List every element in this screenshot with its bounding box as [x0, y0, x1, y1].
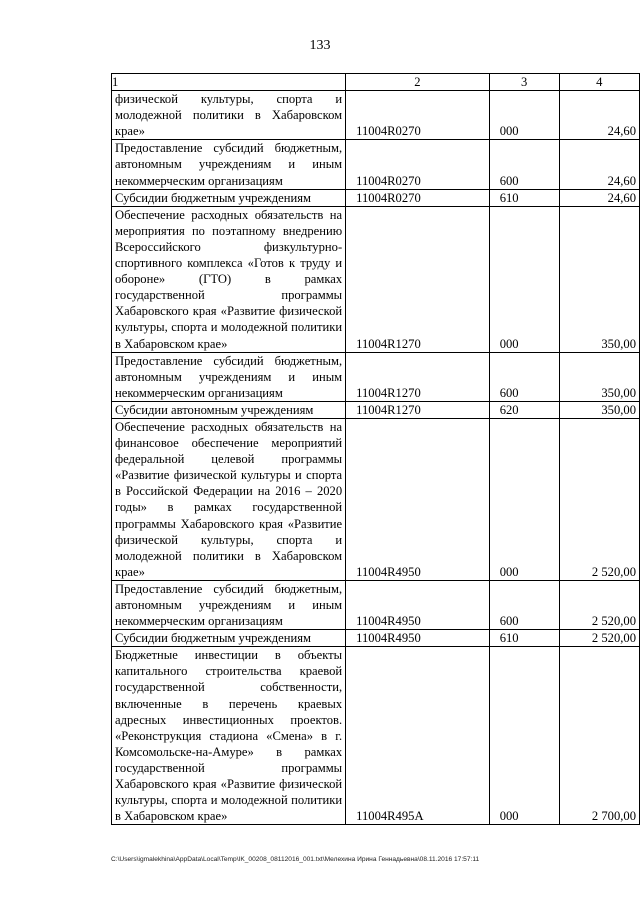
row-name: Предоставление субсидий бюджетным, автономным учреждениям и иным некоммерческим организациям [112, 140, 346, 189]
table-row [112, 91, 640, 140]
table-row [112, 206, 640, 352]
table-row [112, 140, 640, 189]
row-amount: 24,60 [559, 189, 640, 206]
row-code: 11004R1270 [346, 401, 490, 418]
budget-table [111, 73, 640, 825]
header-col-3: 3 [489, 74, 559, 91]
table-row [112, 580, 640, 629]
table-header-row [112, 74, 640, 91]
row-amount: 2 520,00 [559, 630, 640, 647]
row-name: Бюджетные инвестиции в объекты капитального строительства краевой государственной собственности, включенные в перечень краевых адресных инвестиционных проектов. «Реконструкция стадиона «Смена» в г. Комсомольске-на-Амуре» в рамках государственной программы Хабаровского края «Развитие физической культуры, спорта и молодежной политики в Хабаровском крае» [112, 647, 346, 825]
row-amount: 2 700,00 [559, 647, 640, 825]
row-amount: 24,60 [559, 91, 640, 140]
table-row [112, 352, 640, 401]
row-amount: 2 520,00 [559, 418, 640, 580]
row-type: 610 [489, 630, 559, 647]
row-code: 11004R1270 [346, 206, 490, 352]
row-amount: 2 520,00 [559, 580, 640, 629]
row-name: Субсидии автономным учреждениям [112, 401, 346, 418]
row-type: 000 [489, 206, 559, 352]
row-type: 600 [489, 580, 559, 629]
row-code: 11004R4950 [346, 418, 490, 580]
row-name: Субсидии бюджетным учреждениям [112, 630, 346, 647]
table-row [112, 647, 640, 825]
row-type: 620 [489, 401, 559, 418]
row-type: 000 [489, 91, 559, 140]
row-name: Субсидии бюджетным учреждениям [112, 189, 346, 206]
row-amount: 350,00 [559, 352, 640, 401]
row-type: 000 [489, 418, 559, 580]
row-type: 600 [489, 140, 559, 189]
row-code: 11004R0270 [346, 91, 490, 140]
table-row [112, 401, 640, 418]
row-amount: 350,00 [559, 401, 640, 418]
row-name: Предоставление субсидий бюджетным, автономным учреждениям и иным некоммерческим организациям [112, 580, 346, 629]
row-name: Предоставление субсидий бюджетным, автономным учреждениям и иным некоммерческим организациям [112, 352, 346, 401]
row-code: 11004R495A [346, 647, 490, 825]
header-col-4: 4 [559, 74, 640, 91]
budget-table-body [112, 74, 640, 825]
row-type: 000 [489, 647, 559, 825]
row-type: 610 [489, 189, 559, 206]
row-code: 11004R0270 [346, 140, 490, 189]
file-path-footer: C:\Users\igmalekhina\AppData\Local\Temp\IK_00208_08112016_001.txt\Мелехина Ирина Геннадьевна\08.11.2016 17:57:11 [111, 856, 480, 863]
row-type: 600 [489, 352, 559, 401]
row-code: 11004R4950 [346, 580, 490, 629]
row-code: 11004R4950 [346, 630, 490, 647]
row-code: 11004R1270 [346, 352, 490, 401]
header-col-2: 2 [346, 74, 490, 91]
row-code: 11004R0270 [346, 189, 490, 206]
table-row [112, 418, 640, 580]
header-col-1: 1 [112, 74, 346, 91]
table-row [112, 630, 640, 647]
table-row [112, 189, 640, 206]
row-name: Обеспечение расходных обязательств на мероприятия по поэтапному внедрению Всероссийского физкультурно-спортивного комплекса «Готов к труду и обороне» (ГТО) в рамках государственной программы Хабаровского края «Развитие физической культуры, спорта и молодежной политики в Хабаровском крае» [112, 206, 346, 352]
row-amount: 350,00 [559, 206, 640, 352]
row-name: физической культуры, спорта и молодежной политики в Хабаровском крае» [112, 91, 346, 140]
row-name: Обеспечение расходных обязательств на финансовое обеспечение мероприятий федеральной целевой программы «Развитие физической культуры и спорта в Российской Федерации на 2016 – 2020 годы» в рамках государственной программы Хабаровского края «Развитие физической культуры, спорта и молодежной политики в Хабаровском крае» [112, 418, 346, 580]
page-number: 133 [309, 38, 331, 53]
row-amount: 24,60 [559, 140, 640, 189]
